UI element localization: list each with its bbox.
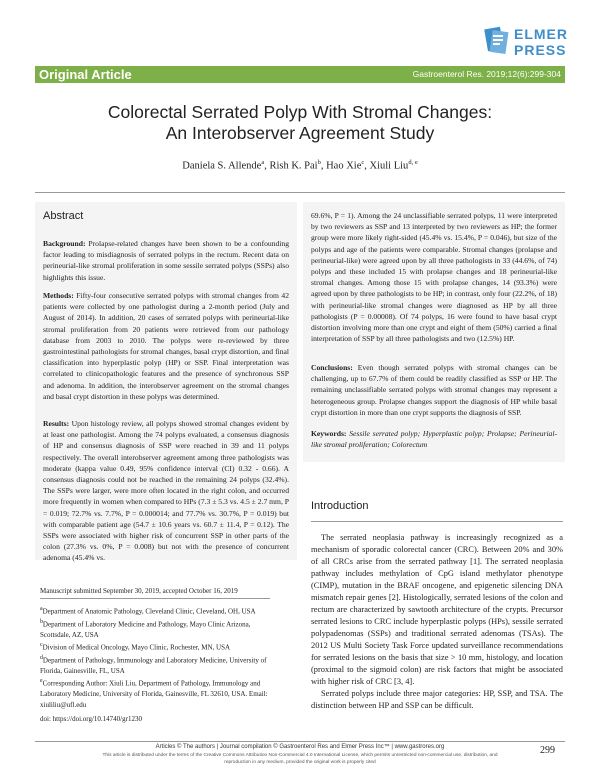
- abstract-keywords: [311, 428, 557, 450]
- results-text: Upon histology review, all polyps showed stromal changes evident by at least one pathologist. Among the 74 polyps evaluated, a consensus diagnosis of HP and consensus diagnosis of SSP were reached in 39 and 11 polyps respectively. The overall interobserver agreement among three pathologists was moderate (kappa value 0.49, 95% confidence interval (CI) 0.32 - 0.66). A consensus diagnosis could not be reached in the remaining 24 polyps (32.4%). The SSPs were larger, were more often located in the right colon, and occurred more frequently in women when compared to HPs (7.3 ± 5.3 vs. 4.5 ± 2.7 mm, P = 0.019; 72.7% vs. 7.7%, P = 0.000014; and 77.7% vs. 30.7%, P = 0.019) but with comparable patient age (54.7 ± 10.6 years vs. 60.7 ± 11.4, P = 0.12). The SSPs were associated with higher risk of concurrent SSP in other parts of the colon (27.3% vs. 0%, P = 0.008) but not with the presence of concurrent adenoma (45.4% vs.: [43, 419, 289, 563]
- affiliation-text: Department of Laboratory Medicine and Pathology, Mayo Clinic Arizona, Scottsdale, AZ, USA: [40, 620, 251, 639]
- abstract-conclusions: [311, 362, 557, 418]
- introduction-paragraph-1: The serrated neoplasia pathway is increasingly recognized as a mechanism of sporadic colorectal cancer (CRC). Between 20% and 30% of all CRCs arise from the serrated pathway [1]. The serrated neoplasia pathway includes methylation of CpG island methylator phenotype (CIMP), mutation in the BRAF oncogene, and epigenetic silencing DNA mismatch repair genes [2]. Histologically, serrated lesions of the colon and rectum are characterized by sawtooth architecture of the crypts. Precursor serrated lesions to CRC include hyperplastic polyps (HPs), sessile serrated polypadenomas (SSPs) and traditional serrated adenomas (TSAs). The 2012 US Multi Society Task Force updated surveillance recommendations for serrated lesions on the basis that size > 10 mm, histology, and location (proximal to the sigmoid colon) are risk factors that might be associated with higher risk of CRC [3, 4].: [311, 533, 563, 686]
- doi-link[interactable]: doi: https://doi.org/10.14740/gr1230: [40, 715, 142, 723]
- affiliation-list: [40, 604, 280, 710]
- author-name: Xiuli Liu: [369, 160, 409, 172]
- logo-text-press: PRESS: [514, 42, 567, 58]
- affiliation-text: Corresponding Author: Xiuli Liu, Department of Pathology, Immunology and Laboratory Medicine, University of Florida, Gainesville, FL 32610, USA. Email: xiuliliu@ufl.edu: [40, 679, 268, 709]
- author-name: Daniela S. Allende: [182, 160, 262, 172]
- affiliation-sup: d: [40, 654, 43, 661]
- abstract-heading: Abstract: [43, 210, 84, 222]
- conclusions-text: Even though serrated polyps with stromal changes can be challenging, up to 67.7% of them could be readily classified as SSP or HP. The remaining unclassifiable serrated polyps with stromal changes may represent a heterogeneous group. Prolapse changes support the diagnosis of HP while basal crypt distortion in more than one crypt supports the diagnosis of SSP.: [311, 363, 557, 417]
- page-number: 299: [540, 745, 555, 756]
- publisher-logo: [484, 24, 574, 64]
- introduction-rule: [311, 521, 563, 522]
- footer-rule: [35, 741, 565, 742]
- introduction-paragraph-2: Serrated polyps include three major categories: HP, SSP, and TSA. The distinction between HP and SSP can be difficult.: [311, 689, 563, 710]
- footnote-rule: [40, 598, 270, 599]
- conclusions-label: Conclusions:: [311, 363, 353, 372]
- methods-label: Methods:: [43, 291, 74, 300]
- title-line-1: Colorectal Serrated Polyp With Stromal Changes:: [107, 102, 493, 122]
- introduction-body: [311, 532, 563, 712]
- elmer-press-logo-icon: [484, 26, 510, 56]
- introduction-heading: Introduction: [311, 500, 369, 512]
- article-title: [40, 102, 560, 144]
- author-affil-sup: a: [261, 159, 265, 166]
- title-divider: [35, 192, 565, 193]
- results-label: Results:: [43, 419, 70, 428]
- abstract-background: [43, 238, 289, 283]
- keywords-label: Keywords:: [311, 429, 347, 438]
- abstract-methods: [43, 290, 289, 402]
- affiliation-sup: b: [40, 618, 43, 625]
- footer-license: This article is distributed under the terms of the Creative Commons Attribution Non-Commercial 4.0 International License, which permits unrestricted non-commercial use, distribution, and reproduction in any medium, provided the original work is properly cited: [102, 753, 498, 765]
- affiliation-sup: c: [40, 642, 43, 649]
- title-line-2: An Interobserver Agreement Study: [165, 123, 435, 143]
- affiliation-text: Department of Pathology, Immunology and Laboratory Medicine, University of Florida, Gainesville, FL, USA: [40, 656, 267, 675]
- affiliation-text: Division of Medical Oncology, Mayo Clinic, Rochester, MN, USA: [42, 643, 231, 652]
- manuscript-dates: Manuscript submitted September 30, 2019, accepted October 16, 2019: [40, 587, 238, 595]
- footer-copyright: Articles © The authors | Journal compilation © Gastroenterol Res and Elmer Press Inc™ | www.gastrores.org: [155, 744, 445, 750]
- author-affil-sup: c: [361, 159, 365, 166]
- affiliation-sup: e: [40, 678, 43, 685]
- affiliation-item: [40, 604, 280, 617]
- affiliation-text: Department of Anatomic Pathology, Cleveland Clinic, Cleveland, OH, USA: [42, 607, 256, 616]
- journal-citation: Gastroenterol Res. 2019;12(6):299-304: [412, 69, 561, 79]
- article-type-label: Original Article: [39, 67, 132, 82]
- affiliation-item: [40, 617, 280, 640]
- keywords-text: Sessile serrated polyp; Hyperplastic polyp; Prolapse; Perineurial-like stromal proliferation; Colorectum: [311, 429, 557, 450]
- author-name: Rish K. Pai: [269, 160, 318, 172]
- article-type-band: [35, 66, 565, 83]
- affiliation-item: [40, 676, 280, 710]
- author-affil-sup: d, e: [408, 159, 418, 166]
- affiliation-item: [40, 640, 280, 653]
- affiliation-sup: a: [40, 606, 43, 612]
- abstract-results: [43, 418, 289, 564]
- author-list: Daniela S. Allende$^a$, Rish K. Pai$^b$, Hao Xie$^c$, Xiuli Liu$^{d, e}$: [182, 159, 418, 172]
- background-text: Prolapse-related changes have been shown to be a confounding factor leading to misdiagnosis of serrated polyps in the rectum. Recent data on perineurial-like stromal proliferation in some sessile serrated polyps (SSPs) also highlights this issue.: [43, 239, 289, 282]
- author-name: Hao Xie: [326, 160, 362, 172]
- abstract-box-left: [35, 202, 297, 563]
- logo-text-elmer: ELMER: [514, 26, 568, 42]
- abstract-results-continued: 69.6%, P = 1). Among the 24 unclassifiable serrated polyps, 11 were interpreted by two reviewers as SSP and 13 interpreted by two reviewers as HP; the former group were more likely right-sided (45.4% vs. 15.4%, P = 0.046), but size of the polyps and age of the patients were comparable. Stromal changes (prolapse and perineurial-like) were agreed upon by all three pathologists in 33 (44.6%, of 74) polyps and these included 15 with prolapse changes and 18 perineurial-like stromal changes. Among those 15 with prolapse changes, 14 (93.3%) were agreed upon by three pathologists to be HP; in contrast, only four (22.2%, of 18) with perineurial-like stromal changes were diagnosed as HP by all three pathologists (P = 0.00008). Of 74 polyps, 16 were found to have basal crypt distortion involving more than one crypt and eight of them (50%) carried a final interpretation of SSP by all three pathologists and two (12.5%) HP.: [311, 211, 557, 344]
- methods-text: Fifty-four consecutive serrated polyps with stromal changes from 42 patients were collected by one pathologist during a 2-month period (July and August of 2014). In addition, 20 cases of serrated polyps with perineurial-like stromal proliferation from 20 patients were retrieved from our pathology database from 2003 to 2010. The polyps were re-reviewed by three gastrointestinal pathologists for stromal changes, basal crypt distortion, and final classification into hyperplastic polyp (HP) or SSP. Final interpretation was correlated to clinicopathologic features and the presence of synchronous SSP and adenoma. In addition, the interobserver agreement on the stromal changes and basal crypt distortion in these polyps was determined.: [43, 291, 289, 401]
- affiliation-item: [40, 653, 280, 676]
- background-label: Background:: [43, 239, 86, 248]
- author-affil-sup: b: [317, 159, 321, 166]
- abstract-box-right: [303, 202, 565, 462]
